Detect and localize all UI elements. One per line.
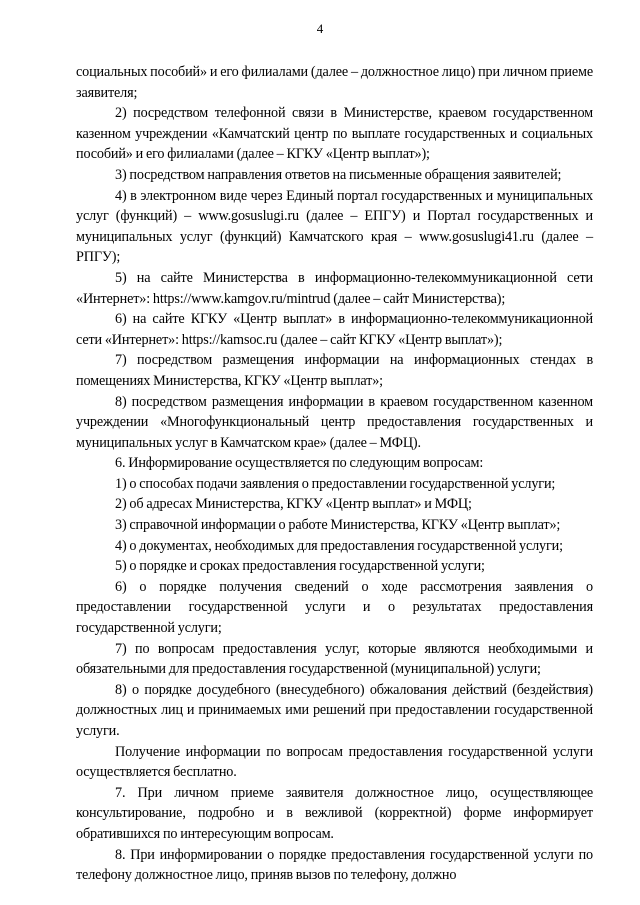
paragraph: 8) посредством размещения информации в краевом государственном казенном учреждении «Многофункциональный центр предоставления государственных и муниципальных услуг в Камчатском крае» (далее – МФЦ).: [76, 393, 593, 451]
paragraph: 6) на сайте КГКУ «Центр выплат» в информационно-телекоммуникационной сети «Интернет»: https://kamsoc.ru (далее – сайт КГКУ «Центр выплат»);: [76, 311, 593, 348]
paragraph: Получение информации по вопросам предоставления государственной услуги осуществляется бесплатно.: [76, 743, 593, 781]
paragraph: 5) о порядке и сроках предоставления государственной услуги;: [115, 558, 485, 575]
paragraph: 3) посредством направления ответов на письменные обращения заявителей;: [115, 166, 562, 183]
paragraph: 1) о способах подачи заявления о предоставлении государственной услуги;: [115, 475, 556, 492]
paragraph: 2) посредством телефонной связи в Министерстве, краевом государственном казенном учреждении «Камчатский центр по выплате государственных и социальных пособий» и его филиалами (далее – КГКУ «Центр выплат»);: [76, 105, 593, 163]
paragraph: 7. При личном приеме заявителя должностное лицо, осуществляющее консультирование, подробно и в вежливой (корректной) форме информирует обратившихся по интересующим вопросам.: [76, 784, 593, 842]
paragraph: 5) на сайте Министерства в информационно-телекоммуникационной сети «Интернет»: https://www.kamgov.ru/mintrud (далее – сайт Министерства);: [76, 269, 593, 307]
paragraph: 2) об адресах Министерства, КГКУ «Центр выплат» и МФЦ;: [115, 496, 472, 513]
paragraph: 7) посредством размещения информации на информационных стендах в помещениях Министерства, КГКУ «Центр выплат»;: [76, 352, 593, 389]
paragraph: 7) по вопросам предоставления услуг, которые являются необходимыми и обязательными для предоставления государственной (муниципальной) услуги;: [76, 640, 593, 678]
paragraph: 6) о порядке получения сведений о ходе рассмотрения заявления о предоставлении государственной услуги и о результатах предоставления государственной услуги;: [76, 578, 593, 637]
paragraph: 8) о порядке досудебного (внесудебного) обжалования действий (бездействия) должностных лиц и принимаемых ими решений при предоставлении государственной услуги.: [76, 681, 593, 739]
paragraph: социальных пособий» и его филиалами (далее – должностное лицо) при личном приеме заявителя;: [76, 64, 593, 101]
paragraph: 3) справочной информации о работе Министерства, КГКУ «Центр выплат»;: [115, 517, 561, 534]
page-number: 4: [316, 21, 324, 36]
paragraph: 6. Информирование осуществляется по следующим вопросам:: [115, 455, 484, 472]
paragraph: 4) в электронном виде через Единый портал государственных и муниципальных услуг (функций) – www.gosuslugi.ru (далее – ЕПГУ) и Портал государственных и муниципальных услуг (функций) Камчатского края – www.gosuslugi41.ru (далее – РПГУ);: [76, 187, 593, 266]
paragraph: 8. При информировании о порядке предоставления государственной услуги по телефону должностное лицо, приняв вызов по телефону, должно: [76, 846, 593, 884]
paragraph: 4) о документах, необходимых для предоставления государственной услуги;: [115, 537, 563, 554]
document-body: [76, 62, 593, 886]
